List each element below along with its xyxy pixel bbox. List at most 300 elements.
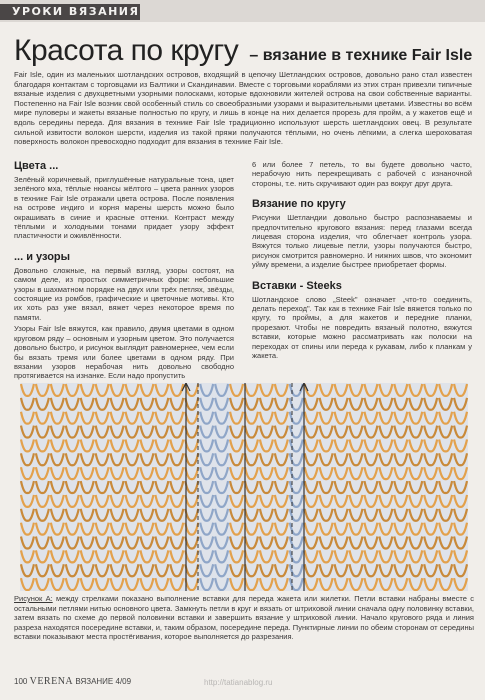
- stitch: [200, 439, 213, 451]
- stitch: [215, 467, 228, 479]
- colors-heading: Цвета ...: [14, 160, 59, 172]
- stitch: [275, 509, 288, 521]
- stitch: [245, 523, 258, 535]
- stitch: [170, 467, 183, 479]
- stitch: [379, 439, 392, 451]
- stitch: [21, 523, 34, 535]
- stitch: [21, 550, 34, 562]
- stitch: [320, 578, 333, 590]
- magazine-brand: VERENA: [29, 676, 74, 687]
- stitch: [111, 481, 124, 493]
- stitch: [215, 453, 228, 465]
- stitch: [454, 384, 467, 396]
- stitch: [155, 509, 168, 521]
- stitch: [36, 453, 49, 465]
- stitch: [439, 398, 452, 410]
- stitch: [66, 550, 79, 562]
- stitch: [200, 467, 213, 479]
- stitch: [424, 453, 437, 465]
- stitch: [185, 550, 198, 562]
- stitch: [305, 426, 318, 438]
- stitch: [439, 550, 452, 562]
- stitch: [320, 467, 333, 479]
- stitch: [36, 481, 49, 493]
- stitch: [155, 578, 168, 590]
- stitch: [230, 439, 243, 451]
- left-column: [14, 160, 234, 391]
- stitch: [126, 467, 139, 479]
- stitch: [394, 398, 407, 410]
- stitch: [260, 467, 273, 479]
- stitch: [350, 481, 363, 493]
- stitch: [140, 537, 153, 549]
- stitch: [126, 550, 139, 562]
- stitch: [140, 481, 153, 493]
- stitch: [126, 453, 139, 465]
- stitch: [126, 537, 139, 549]
- stitch: [394, 467, 407, 479]
- stitch: [350, 495, 363, 507]
- stitch: [350, 509, 363, 521]
- stitch: [51, 578, 64, 590]
- stitch: [21, 537, 34, 549]
- page-number: 100: [14, 677, 28, 686]
- stitch: [185, 523, 198, 535]
- stitch: [155, 481, 168, 493]
- stitch: [111, 509, 124, 521]
- stitch: [260, 509, 273, 521]
- stitch: [200, 537, 213, 549]
- stitch: [335, 426, 348, 438]
- stitch: [454, 467, 467, 479]
- stitch: [409, 481, 422, 493]
- stitch: [439, 439, 452, 451]
- stitch: [111, 550, 124, 562]
- stitch: [81, 439, 94, 451]
- stitch: [51, 398, 64, 410]
- figure-caption: [14, 594, 474, 642]
- stitch: [111, 412, 124, 424]
- stitch: [260, 453, 273, 465]
- stitch: [36, 564, 49, 576]
- stitch: [215, 398, 228, 410]
- stitch: [350, 550, 363, 562]
- stitch: [170, 426, 183, 438]
- stitch: [424, 467, 437, 479]
- stitch: [51, 384, 64, 396]
- stitch: [335, 537, 348, 549]
- stitch: [409, 509, 422, 521]
- stitch: [305, 523, 318, 535]
- stitch: [126, 398, 139, 410]
- stitch: [155, 550, 168, 562]
- title-main: Красота по кругу: [14, 34, 239, 67]
- stitch: [111, 467, 124, 479]
- stitch: [439, 523, 452, 535]
- stitch: [454, 453, 467, 465]
- stitch: [350, 398, 363, 410]
- stitch: [275, 398, 288, 410]
- stitch: [21, 564, 34, 576]
- stitch: [439, 578, 452, 590]
- stitch: [66, 426, 79, 438]
- stitch: [260, 426, 273, 438]
- watermark: http://tatianablog.ru: [204, 678, 273, 687]
- stitch: [96, 426, 109, 438]
- stitch: [96, 481, 109, 493]
- stitch: [335, 550, 348, 562]
- stitch: [126, 412, 139, 424]
- stitch: [379, 384, 392, 396]
- stitch: [81, 412, 94, 424]
- stitch: [364, 523, 377, 535]
- stitch: [335, 481, 348, 493]
- stitch: [320, 412, 333, 424]
- stitch: [350, 439, 363, 451]
- stitch: [454, 495, 467, 507]
- stitch: [424, 481, 437, 493]
- stitch: [111, 523, 124, 535]
- stitch: [111, 439, 124, 451]
- stitch: [111, 564, 124, 576]
- stitch: [409, 495, 422, 507]
- stitch: [66, 398, 79, 410]
- stitch: [305, 481, 318, 493]
- stitch: [155, 523, 168, 535]
- stitch: [140, 523, 153, 535]
- stitch: [439, 495, 452, 507]
- stitch: [36, 467, 49, 479]
- stitch: [245, 578, 258, 590]
- stitch: [424, 426, 437, 438]
- stitch: [215, 578, 228, 590]
- stitch: [140, 564, 153, 576]
- stitch: [111, 578, 124, 590]
- intro-paragraph: Fair Isle, один из маленьких шотландских островов, входящий в цепочку Шетландских островов, довольно рано стал известен благодаря контактам с торговцами из Балтики и Скандинавии. Вместе с торговыми кораблями из этих стран привезли типичные вязаные изделия с двухцветными узорными полосками, которые вдохновили жителей острова на свои собственные варианты. Постепенно на Fair Isle возник свой особенный стиль со своеобразными узорами и выразительными цветами. Известны во всём мире пуловеры и жакеты вязаные полностью по кругу, и лишь в конце на них делается прорезь для пройм, а у жакетов ещё и вдоль середины переда. Для вязания в технике Fair Isle традиционно используют шерсть шетландских овец. В результате сильной извитости волокон шерсти, изделия из такой пряжи получаются тёплыми, но очень лёгкими, а слегка шероховатая поверхность волокон превосходно подходит для вязания в технике Fair Isle.: [14, 70, 472, 147]
- stitch: [81, 537, 94, 549]
- stitch: [200, 550, 213, 562]
- stitch: [66, 578, 79, 590]
- stitch: [320, 550, 333, 562]
- steeks-text: Шотландское слово „Steek" означает „что-то соединить, делать переход". Так как в технике Fair Isle вяжется только по кругу, то проймы, а для жакетов и передние планки, прорезают. Чтобы не повредить вязаный полотно, вяжутся вставки, которые можно рассматривать как полоски на переходах от спины или переда к рукавам, либо к планкам у жакета.: [252, 294, 472, 361]
- stitch: [275, 439, 288, 451]
- stitch: [275, 467, 288, 479]
- stitch: [454, 578, 467, 590]
- stitch: [364, 439, 377, 451]
- stitch: [200, 481, 213, 493]
- stitch: [51, 453, 64, 465]
- stitch: [81, 453, 94, 465]
- stitch: [215, 426, 228, 438]
- stitch: [454, 550, 467, 562]
- stitch: [245, 495, 258, 507]
- stitch: [350, 523, 363, 535]
- stitch: [36, 439, 49, 451]
- stitch: [170, 537, 183, 549]
- patterns-text-2: Узоры Fair Isle вяжутся, как правило, двумя цветами в одном круговом ряду – основным и узорным цветом. Это получается довольно быстро, и рисунок выглядит равномернее, чем если бы вязать тремя или более цветами в одном ряду. При вязании узоров нерабочая нить довольно свободно протягивается на изнанке. Если надо пропустить: [14, 324, 234, 381]
- stitch: [36, 398, 49, 410]
- stitch: [335, 439, 348, 451]
- stitch: [126, 495, 139, 507]
- stitch: [424, 578, 437, 590]
- stitch: [320, 481, 333, 493]
- stitch: [230, 523, 243, 535]
- stitch: [81, 481, 94, 493]
- stitch: [305, 384, 318, 396]
- stitch: [155, 412, 168, 424]
- stitch: [320, 509, 333, 521]
- stitch: [275, 426, 288, 438]
- stitch: [170, 495, 183, 507]
- stitch: [200, 523, 213, 535]
- stitch: [394, 439, 407, 451]
- stitch: [379, 467, 392, 479]
- stitch: [66, 384, 79, 396]
- stitch: [126, 426, 139, 438]
- stitch: [409, 412, 422, 424]
- section-label: УРОКИ ВЯЗАНИЯ: [0, 4, 140, 20]
- stitch: [454, 537, 467, 549]
- stitch: [81, 384, 94, 396]
- stitch: [81, 523, 94, 535]
- stitch: [215, 509, 228, 521]
- stitch: [320, 384, 333, 396]
- stitch: [394, 509, 407, 521]
- stitch: [230, 578, 243, 590]
- stitch: [350, 426, 363, 438]
- stitch: [111, 384, 124, 396]
- stitch: [379, 495, 392, 507]
- stitch: [140, 509, 153, 521]
- stitch: [155, 398, 168, 410]
- stitch: [185, 412, 198, 424]
- stitch: [170, 564, 183, 576]
- stitch: [424, 564, 437, 576]
- stitch: [66, 467, 79, 479]
- stitch: [21, 495, 34, 507]
- stitch: [81, 467, 94, 479]
- stitch: [379, 550, 392, 562]
- stitch: [335, 509, 348, 521]
- stitch: [185, 564, 198, 576]
- stitch: [424, 384, 437, 396]
- stitch: [215, 550, 228, 562]
- stitch: [335, 495, 348, 507]
- stitch: [335, 564, 348, 576]
- patterns-heading: ... и узоры: [14, 250, 71, 263]
- stitch: [260, 564, 273, 576]
- stitch: [394, 453, 407, 465]
- stitch: [394, 523, 407, 535]
- stitch: [350, 564, 363, 576]
- stitch: [51, 467, 64, 479]
- stitch: [245, 426, 258, 438]
- stitch: [200, 509, 213, 521]
- stitch: [335, 398, 348, 410]
- stitch: [305, 412, 318, 424]
- stitch: [394, 412, 407, 424]
- stitch: [215, 523, 228, 535]
- stitch: [96, 564, 109, 576]
- continuation-text: 6 или более 7 петель, то вы будете довольно часто, нерабочую нить перекрещивать с рабочей с изнаночной стороны, т.е. нить скручивают один раз вокруг друг друга.: [252, 160, 472, 188]
- stitch: [140, 398, 153, 410]
- stitch: [230, 495, 243, 507]
- stitch: [126, 439, 139, 451]
- stitch: [185, 398, 198, 410]
- stitch: [424, 439, 437, 451]
- stitch: [364, 453, 377, 465]
- stitch: [200, 412, 213, 424]
- stitch: [155, 467, 168, 479]
- stitch: [454, 398, 467, 410]
- stitch: [379, 564, 392, 576]
- stitch: [51, 509, 64, 521]
- stitch: [155, 495, 168, 507]
- stitch: [245, 412, 258, 424]
- stitch: [215, 564, 228, 576]
- stitch: [409, 537, 422, 549]
- stitch: [275, 564, 288, 576]
- stitch: [21, 384, 34, 396]
- stitch: [260, 412, 273, 424]
- stitch: [364, 550, 377, 562]
- stitch: [320, 453, 333, 465]
- stitch: [320, 523, 333, 535]
- stitch: [364, 564, 377, 576]
- stitch: [36, 412, 49, 424]
- stitch: [170, 578, 183, 590]
- stitch: [215, 481, 228, 493]
- stitch: [230, 537, 243, 549]
- stitch: [260, 578, 273, 590]
- stitch: [51, 439, 64, 451]
- stitch: [454, 564, 467, 576]
- stitch: [230, 426, 243, 438]
- stitch: [364, 398, 377, 410]
- stitch: [439, 481, 452, 493]
- circular-heading: Вязание по кругу: [252, 198, 346, 211]
- stitch: [81, 509, 94, 521]
- stitch: [409, 550, 422, 562]
- stitch: [185, 509, 198, 521]
- stitch: [96, 467, 109, 479]
- stitch: [170, 550, 183, 562]
- stitch: [51, 481, 64, 493]
- stitch: [230, 481, 243, 493]
- stitch: [96, 578, 109, 590]
- stitch: [66, 509, 79, 521]
- stitch: [51, 495, 64, 507]
- stitch: [260, 550, 273, 562]
- stitch: [394, 495, 407, 507]
- stitch: [364, 537, 377, 549]
- stitch: [36, 384, 49, 396]
- stitch: [424, 398, 437, 410]
- stitch: [51, 426, 64, 438]
- stitch: [215, 439, 228, 451]
- stitch: [260, 523, 273, 535]
- stitch: [96, 412, 109, 424]
- stitch: [155, 426, 168, 438]
- stitch: [305, 467, 318, 479]
- stitch: [155, 537, 168, 549]
- stitch: [126, 481, 139, 493]
- stitch: [36, 550, 49, 562]
- stitch: [379, 481, 392, 493]
- stitch: [394, 550, 407, 562]
- stitch: [170, 439, 183, 451]
- stitch: [51, 564, 64, 576]
- stitch: [155, 384, 168, 396]
- stitch: [379, 412, 392, 424]
- stitch: [439, 426, 452, 438]
- stitch: [305, 495, 318, 507]
- stitch: [245, 467, 258, 479]
- stitch: [245, 481, 258, 493]
- colors-text: Зелёный коричневый, приглушённые натуральные тона, цвет зелёного мха, тёплые нюансы жёлтого – цвета ранних узоров в технике Fair Isle отражали цвета острова. После появления на острове индиго и корня марены шерсть можно было окрашивать в синие и красные оттенки. Контраст между тёплыми и холодными тонами придает узору эффект пластичности и оживлённости.: [14, 175, 234, 241]
- stitch: [21, 426, 34, 438]
- caption-text: между стрелками показано выполнение вставки для переда жакета или жилетки. Петли вставки набраны вместе с остальными петлями нитью основного цвета. Замкнуть петли в круг и вязать от штриховой линии сначала одну половинку вставки, затем вязать по схеме до первой половинки вставки и завершить вязание у штриховой линии. Начало кругового ряда и линия разреза находятся посередине вставки, и, таким образом, посередине переда. Пунктирные линии по обеим сторонам от середины вставки показывают места простёгивания, которое выполняется до разрезания.: [14, 594, 474, 642]
- stitch: [96, 453, 109, 465]
- stitch: [245, 439, 258, 451]
- stitch: [96, 439, 109, 451]
- stitch: [320, 426, 333, 438]
- stitch: [424, 523, 437, 535]
- stitch: [394, 564, 407, 576]
- stitch: [230, 550, 243, 562]
- stitch: [335, 453, 348, 465]
- stitch: [245, 537, 258, 549]
- stitch: [260, 439, 273, 451]
- stitch: [96, 523, 109, 535]
- stitch: [439, 537, 452, 549]
- stitch: [126, 509, 139, 521]
- stitch: [305, 564, 318, 576]
- stitch: [305, 578, 318, 590]
- caption-ref: Рисунок A:: [14, 594, 53, 603]
- stitch: [170, 523, 183, 535]
- stitch: [36, 509, 49, 521]
- stitch: [96, 398, 109, 410]
- stitch: [155, 439, 168, 451]
- stitch: [394, 426, 407, 438]
- stitch: [439, 412, 452, 424]
- stitch: [200, 426, 213, 438]
- stitch: [245, 564, 258, 576]
- stitch: [140, 384, 153, 396]
- stitch: [439, 564, 452, 576]
- knitting-illustration: [20, 383, 468, 591]
- stitch: [275, 523, 288, 535]
- stitch: [185, 426, 198, 438]
- stitch: [439, 453, 452, 465]
- stitch: [245, 509, 258, 521]
- stitch: [126, 578, 139, 590]
- stitch: [275, 384, 288, 396]
- stitch: [394, 578, 407, 590]
- stitch: [81, 495, 94, 507]
- stitch: [350, 384, 363, 396]
- stitch: [335, 384, 348, 396]
- stitch: [409, 426, 422, 438]
- stitch: [379, 453, 392, 465]
- stitch: [230, 412, 243, 424]
- stitch: [245, 550, 258, 562]
- stitch: [454, 412, 467, 424]
- stitch: [66, 412, 79, 424]
- stitch: [305, 509, 318, 521]
- stitch: [140, 439, 153, 451]
